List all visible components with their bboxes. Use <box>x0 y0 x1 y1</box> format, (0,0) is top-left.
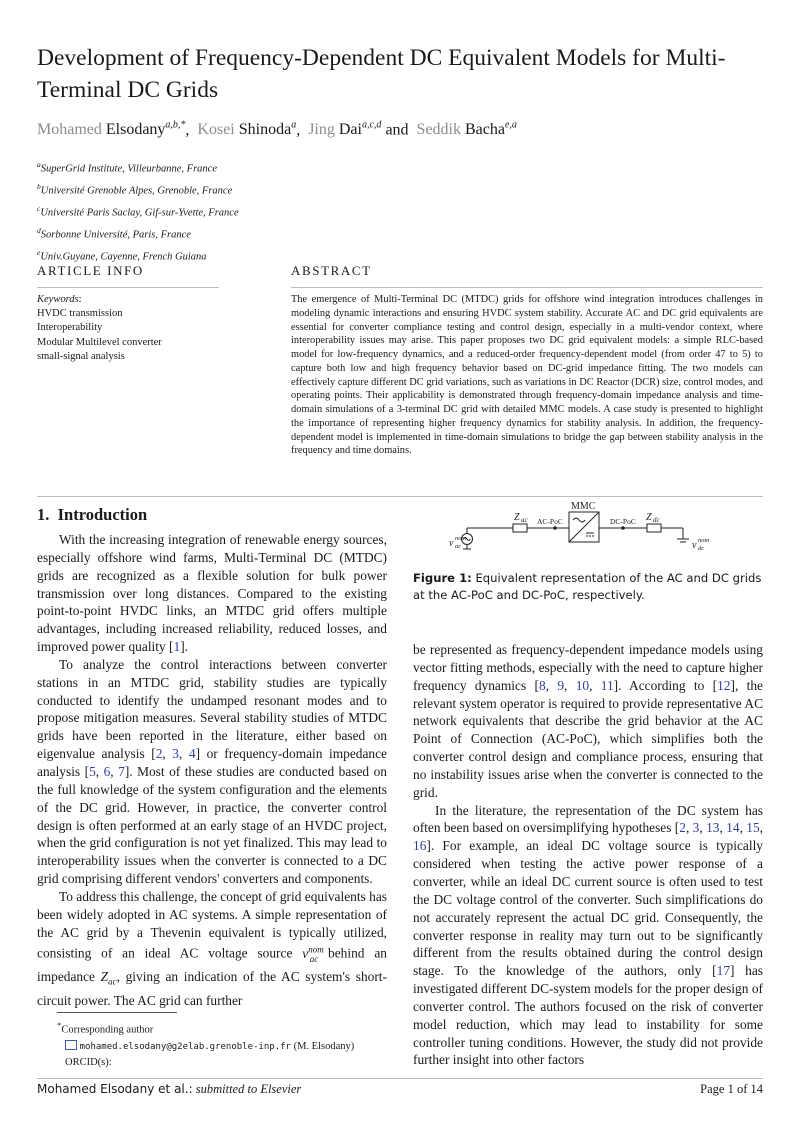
citation-link[interactable]: 13 <box>706 820 720 836</box>
citation-link[interactable]: 6 <box>103 763 111 779</box>
author-4-marks: e,a <box>504 120 517 131</box>
keywords-block: Keywords: HVDC transmission Interoperability Modular Multilevel converter small-signal analysis <box>37 293 162 364</box>
citation-link[interactable]: 17 <box>716 963 731 979</box>
abstract-rule <box>291 287 763 288</box>
zdc-sub: dc <box>653 516 660 524</box>
author-4 <box>417 121 517 138</box>
author-2-family: Shinoda <box>238 121 292 139</box>
figure-1-diagram <box>449 498 755 560</box>
author-4-family: Bacha <box>465 121 505 139</box>
vac-label: v <box>449 538 454 549</box>
author-4-given: Seddik <box>416 121 461 139</box>
zdc-resistor <box>647 524 661 532</box>
abstract-text: The emergence of Multi-Terminal DC (MTDC) grids for offshore wind integration introduces challenges in modeling dynamic interactions and ensuring HVDC system stability. Accurate AC and DC grid equivalents are essential for converter compliance testing and control design, especially in a multi-vendor context, where interoperability issues may arise. This paper proposes two DC grid equivalent models: a simple RLC-based model for low-frequency dynamics, and a reduced-order frequency-dependent model (from order 47 to 5) to capture both low and high frequency behavior based on DC-grid impedance fitting. The two models can effectively capture different DC grid variations, such as variations in DC Reactor (DCR) size, control modes, and operating points. Their applicability is demonstrated through frequency-domain impedance analysis and time-domain simulations of a 3-terminal DC grid with detailed MMC models. A case study is presented to highlight the importance of representing higher frequency dynamics for stability analysis. In addition, the frequency-dependent model is implemented in time-domain simulations to bridge the gap between stability analysis in the frequency and time domains. <box>291 294 763 457</box>
author-list <box>37 120 517 139</box>
figure-1-caption <box>413 570 765 604</box>
footer-left <box>37 1082 301 1097</box>
citation-link[interactable]: 9 <box>557 677 565 693</box>
math-vac: $v^{nom}_{ac}$ <box>302 944 324 964</box>
article-info-heading: ARTICLE INFO <box>37 263 144 278</box>
author-2-given: Kosei <box>197 121 235 139</box>
keyword-item: Modular Multilevel converter <box>37 336 162 348</box>
affiliation-item: $^e$Univ.Guyane, Cayenne, French Guiana <box>37 248 207 263</box>
citation-link[interactable]: 3 <box>172 746 179 762</box>
citation-link[interactable]: 8 <box>538 677 546 693</box>
email-icon <box>65 1040 77 1050</box>
mmc-label: MMC <box>571 501 596 512</box>
vdc-label: v <box>692 540 697 551</box>
paragraph: To analyze the control interactions between converter stations in an MTDC grid, stability studies are typically conducted to identify the undamped resonant modes and to propose mitigation measures. Several stability studies of MTDC grids have been reported in the literature, either based on eigenvalue analysis [2, 3, 4] or frequency-domain impedance analysis [5, 6, 7]. Most of these studies are conducted based on the full knowledge of the system configuration and the elements of the DC grid. However, in practice, the converter control design is often performed at an early stage of an HVDC project, when the grid configuration is not yet finalized. This may lead to interoperability issues when the converter is connected to a DC grid comprising different vendors' converters and components. <box>37 656 388 887</box>
citation-link[interactable]: 12 <box>717 677 731 693</box>
vac-sup: nom <box>455 535 467 542</box>
author-3 <box>308 121 381 138</box>
abstract-bottom-rule <box>37 496 763 497</box>
citation-link[interactable]: 2 <box>679 820 686 836</box>
footer-author: Mohamed Elsodany et al.: <box>37 1082 193 1096</box>
figure-caption-prefix: Figure 1: <box>413 571 472 585</box>
author-sep-3: and <box>385 121 409 139</box>
footnote-label: Corresponding author <box>61 1024 154 1036</box>
email-owner: (M. Elsodany) <box>293 1040 355 1052</box>
footnote <box>57 1017 354 1071</box>
author-2-marks: a <box>291 120 297 131</box>
vdc-sup: nom <box>698 537 710 544</box>
footnote-rule <box>57 1012 177 1013</box>
zac-sub: ac <box>521 516 528 524</box>
mmc-diagonal <box>569 512 599 542</box>
ac-poc-node <box>553 526 557 530</box>
citation-link[interactable]: 7 <box>118 763 125 779</box>
section-heading <box>37 505 147 525</box>
section-number: 1. <box>37 505 50 524</box>
keyword-item: Interoperability <box>37 322 103 334</box>
paragraph: To address this challenge, the concept of grid equivalents has been widely adopted in AC systems. A simple representation of the AC grid by a Thevenin equivalent is typically utilized, consisting of an ideal AC voltage source $v^{nom}_{ac}$ behind an impedance $Z_{ac}$, giving an indication of the AC system's short-circuit power. The AC grid can further <box>37 888 387 1008</box>
keywords-label: Keywords <box>37 294 79 305</box>
citation-link[interactable]: 1 <box>173 639 181 655</box>
author-sep-2: , <box>296 121 301 139</box>
author-1 <box>37 121 185 138</box>
dc-poc-label: DC-PoC <box>610 517 636 526</box>
author-1-given: Mohamed <box>37 121 102 139</box>
keyword-item: small-signal analysis <box>37 350 125 362</box>
footer-rule <box>37 1078 763 1079</box>
affiliation-list <box>37 156 239 266</box>
citation-link[interactable]: 10 <box>575 677 590 693</box>
abstract-heading: ABSTRACT <box>291 263 372 278</box>
citation-link[interactable]: 14 <box>726 820 740 836</box>
footer-note: submitted to Elsevier <box>195 1082 302 1096</box>
vdc-sub: dc <box>698 545 705 552</box>
footnote-mark: * <box>57 1020 62 1030</box>
affiliation-item: $^c$Université Paris Saclay, Gif-sur-Yvette, France <box>37 204 239 219</box>
author-1-marks: a,b,* <box>165 120 186 131</box>
citation-link[interactable]: 15 <box>746 820 760 836</box>
author-3-given: Jing <box>308 121 335 139</box>
citation-link[interactable]: 4 <box>188 746 196 762</box>
citation-link[interactable]: 11 <box>600 677 614 693</box>
vac-sub: ac <box>455 543 462 550</box>
zac-resistor <box>513 524 527 532</box>
left-column <box>37 531 387 1010</box>
author-sep-1: , <box>185 121 190 139</box>
citation-link[interactable]: 16 <box>413 838 427 854</box>
footer-page-number: Page 1 of 14 <box>700 1082 763 1096</box>
paper-title: Development of Frequency-Dependent DC Equivalent Models for Multi-Terminal DC Grids <box>37 45 726 103</box>
paragraph: In the literature, the representation of the DC system has often been based on oversimplifying hypotheses [2, 3, 13, 14, 15, 16]. For example, an ideal DC voltage source is typically considered when testing the active power response of a converter, while an ideal DC current source is often used to test the DC voltage control of the converter. Such simplifications do not accurately represent the actual DC grid. Consequently, the converter response in reality may turn out to be significantly different from the results obtained during the control design stage. To the knowledge of the authors, only [17] has investigated different DC-system models for the proper design of converter control. The authors focused on the risk of converter model reduction, which may lead to instability for some controller tuning conditions. However, the study did not provide further insight into other factors <box>413 802 764 1068</box>
article-info-rule <box>37 287 219 288</box>
author-3-marks: a,c,d <box>361 120 382 131</box>
dc-poc-node <box>621 526 625 530</box>
affiliation-item: $^b$Université Grenoble Alpes, Grenoble, France <box>37 182 233 197</box>
zdc-label: Z <box>646 512 652 523</box>
mmc-ac-symbol <box>573 518 585 522</box>
author-3-family: Dai <box>338 121 362 139</box>
author-2 <box>197 121 296 138</box>
author-email-link[interactable]: mohamed.elsodany@g2elab.grenoble-inp.fr <box>79 1041 291 1052</box>
paragraph: be represented as frequency-dependent impedance models using vector fitting methods, especially with the need to capture higher frequency dynamics [8, 9, 10, 11]. According to [12], the relevant system operator is required to provide representative AC network equivalents that describe the grid behavior at the AC Point of Connection (AC-PoC), which simplifies both the converter control design and compliance process, ensuring that no instability issues arise when the converter is connected to the grid. <box>413 642 763 800</box>
affiliation-item: $^a$SuperGrid Institute, Villeurbanne, France <box>37 160 217 175</box>
zac-label: Z <box>514 512 520 523</box>
citation-link[interactable]: 5 <box>89 763 96 779</box>
orcid-label: ORCID(s): <box>65 1056 112 1068</box>
ac-poc-label: AC-PoC <box>537 517 563 526</box>
paragraph: With the increasing integration of renewable energy sources, especially offshore wind farms, Multi-Terminal DC (MTDC) grids are recognized as a flexible solution for bulk power transmission over long distances. Compared to the existing point-to-point HVDC links, an MTDC grid offers multiple advantages, including increased reliability, reduced losses, and improved power quality [1]. <box>37 532 387 655</box>
citation-link[interactable]: 3 <box>692 820 700 836</box>
citation-link[interactable]: 2 <box>155 746 163 762</box>
figure-caption-text: Equivalent representation of the AC and DC grids at the AC-PoC and DC-PoC, respectively. <box>413 571 762 602</box>
keyword-item: HVDC transmission <box>37 308 123 320</box>
author-1-family: Elsodany <box>105 121 166 139</box>
affiliation-item: $^d$Sorbonne Université, Paris, France <box>37 226 191 241</box>
math-zac: $Z_{ac}$ <box>100 969 117 988</box>
right-column <box>413 641 763 1069</box>
section-title: Introduction <box>57 505 148 524</box>
